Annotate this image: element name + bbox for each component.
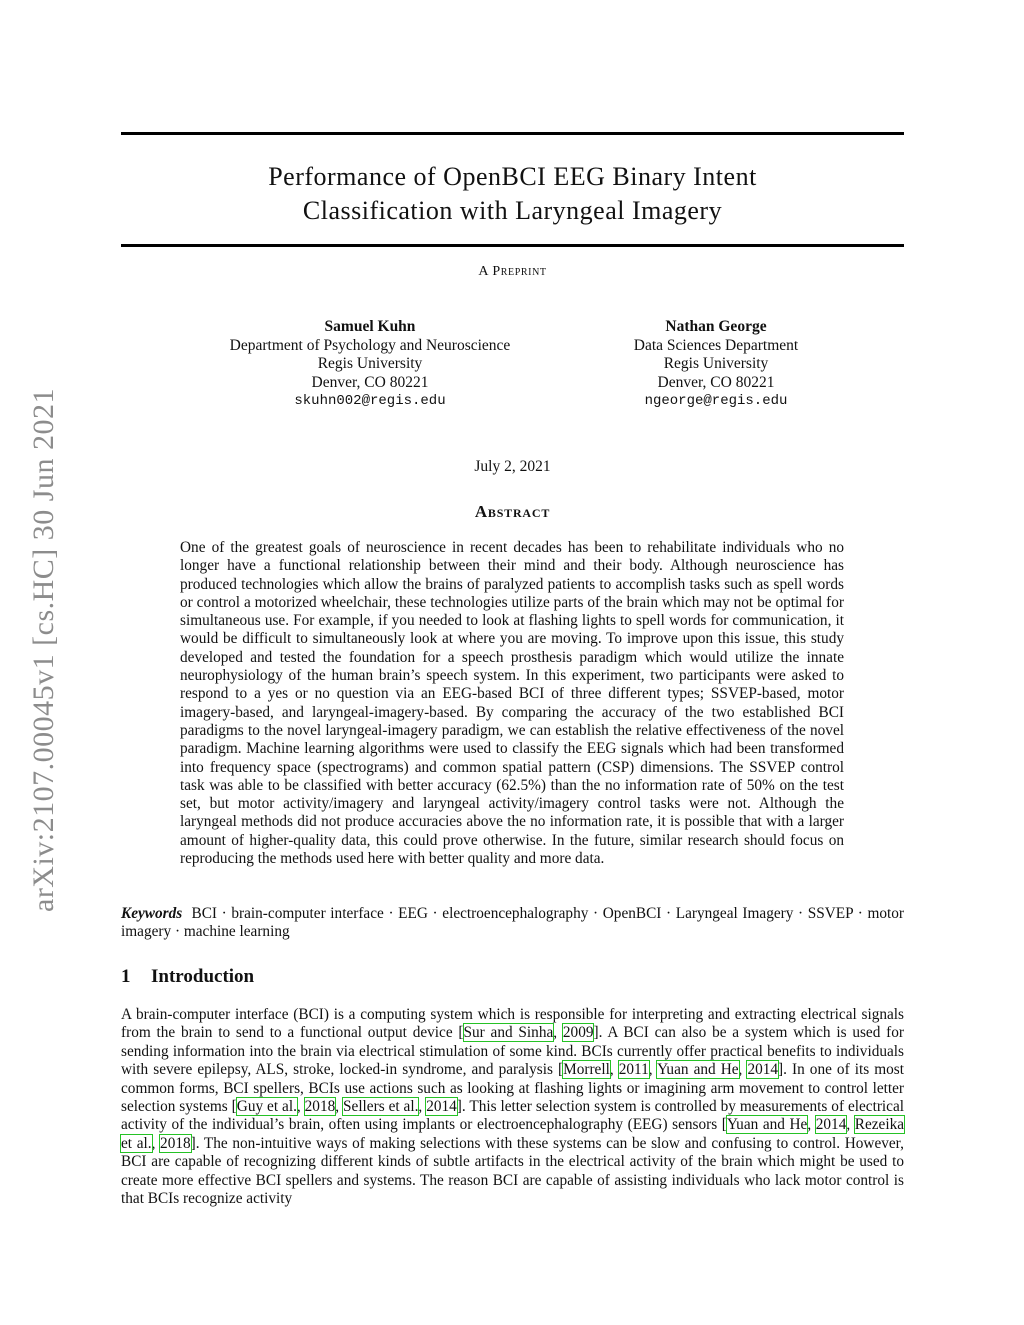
- intro-text: A brain-computer interface (BCI) is a computing system which is responsible for interpreting and extracting electrical signals from the brain to send to a functional output device [: [121, 1006, 904, 1042]
- citation-link[interactable]: Morrell: [563, 1061, 610, 1079]
- author-name: Nathan George: [665, 318, 767, 335]
- citation-link[interactable]: 2014: [747, 1061, 779, 1079]
- citation-separator: ,: [553, 1024, 563, 1042]
- author-block-2: [600, 318, 832, 411]
- citation-link[interactable]: 2014: [815, 1116, 847, 1134]
- citation-link[interactable]: Sur and Sinha: [463, 1024, 554, 1042]
- paper-title-line-2: Classification with Laryngeal Imagery: [302, 196, 723, 225]
- keywords-block: [121, 905, 904, 942]
- citation-separator: ,: [846, 1116, 855, 1134]
- author-university: Regis University: [317, 355, 423, 372]
- author-email[interactable]: skuhn002@regis.edu: [294, 393, 446, 409]
- citation-link[interactable]: Guy et al.: [236, 1098, 297, 1116]
- citation-separator: ,: [738, 1061, 748, 1079]
- author-department: Department of Psychology and Neuroscience: [229, 336, 511, 354]
- citation-link[interactable]: Yuan and He: [726, 1116, 808, 1134]
- abstract-text: One of the greatest goals of neuroscience in recent decades has been to rehabilitate individuals who no longer have a functional relationship between their mind and their body. Although neuroscience has produced technologies which allow the brains of paralyzed patients to accomplish tasks such as spell words or control a motorized wheelchair, these technologies utilize parts of the brain which may not be optimal for simultaneous use. For example, if you needed to look at flashing lights to spell words for communication, it would be difficult to simultaneously look at where you are moving. To improve upon this issue, this study developed and tested the foundation for a speech prosthesis paradigm which would utilize the innate neurophysiology of the human brain’s speech system. In this experiment, two participants were asked to respond to a yes or no question via an EEG-based BCI of three different types; SSVEP-based, motor imagery-based, and laryngeal-imagery-based. By comparing the accuracy of the two established BCI paradigms to the novel laryngeal-imagery paradigm, we can establish the relative effectiveness of the novel paradigm. Machine learning algorithms were used to classify the EEG signals which had been transformed into frequency space (spectrograms) and common spatial pattern (CSP) dimensions. The SSVEP control task was able to be classified with better accuracy (62.5%) than the no information rate of 50% on the test set, but motor activity/imagery and laryngeal activity/imagery control tasks were not. Although the laryngeal methods did not produce accuracies above the no information rate, it is possible that with a larger amount of higher-quality data, this could prove otherwise. In the future, similar research should focus on reproducing the methods used here with better quality and more data.: [180, 539, 844, 868]
- section-heading-introduction: [121, 966, 254, 988]
- citation-separator: ,: [609, 1061, 619, 1079]
- intro-text: ]. This letter selection system is controlled by measurements of electrical activity of the individual’s brain, often using implants or electroencephalography (EEG) sensors [: [121, 1098, 905, 1134]
- author-location: Denver, CO 80221: [657, 373, 775, 391]
- citation-link[interactable]: 2018: [160, 1134, 191, 1152]
- citation-separator: ,: [418, 1098, 427, 1116]
- section-title: Introduction: [151, 966, 255, 987]
- citation-link[interactable]: Rezeika et al.: [121, 1116, 905, 1152]
- citation-link[interactable]: 2014: [426, 1098, 457, 1116]
- arxiv-identifier-stamp: arXiv:2107.00045v1 [cs.HC] 30 Jun 2021: [27, 388, 60, 912]
- paper-title-line-1: Performance of OpenBCI EEG Binary Intent: [268, 162, 757, 191]
- intro-text: ]. A BCI can also be a system which is used for sending information into the brain via electrical stimulation of some kind. BCIs currently offer practical benefits to individuals with severe epilepsy, ALS, stroke, locked-in syndrome, and paralysis [: [121, 1024, 904, 1079]
- paper-title: [121, 160, 904, 228]
- author-department: Data Sciences Department: [633, 336, 799, 354]
- citation-separator: ,: [296, 1098, 305, 1116]
- citation-separator: ,: [807, 1116, 816, 1134]
- title-bottom-rule: [121, 244, 904, 247]
- citation-link[interactable]: 2018: [304, 1098, 336, 1116]
- keywords-text: BCI · brain-computer interface · EEG · electroencephalography · OpenBCI · Laryngeal Imagery · SSVEP · motor imagery · machine learning: [121, 905, 905, 941]
- citation-link[interactable]: 2011: [618, 1061, 649, 1079]
- author-name: Samuel Kuhn: [324, 318, 416, 335]
- intro-text: ]. In one of its most common forms, BCI spellers, BCIs use actions such as looking at flashing lights or imagining arm movement to control letter selection systems [: [121, 1061, 904, 1116]
- author-block-1: [200, 318, 540, 411]
- citation-separator: ,: [151, 1134, 161, 1152]
- keywords-label: Keywords: [121, 905, 183, 922]
- intro-text: ]. The non-intuitive ways of making selections with these systems can be slow and confusing to control. However, BCI are capable of recognizing different kinds of subtle artifacts in the electrical activity of the brain which might be used to create more effective BCI spellers and systems. The reason BCI are capable of assisting individuals who lack motor control is that BCIs recognize activity: [121, 1134, 904, 1208]
- citation-link[interactable]: 2009: [562, 1024, 594, 1042]
- author-location: Denver, CO 80221: [311, 373, 429, 391]
- introduction-paragraph: [121, 1006, 904, 1208]
- section-number: 1: [121, 966, 131, 987]
- citation-separator: ,: [648, 1061, 658, 1079]
- preprint-label: A Preprint: [478, 264, 547, 279]
- abstract-heading: Abstract: [474, 502, 551, 521]
- citation-separator: ,: [335, 1098, 344, 1116]
- title-top-rule: [121, 132, 904, 135]
- author-university: Regis University: [663, 355, 769, 372]
- citation-link[interactable]: Sellers et al.: [343, 1098, 419, 1116]
- publication-date: July 2, 2021: [474, 458, 551, 475]
- citation-link[interactable]: Yuan and He: [657, 1061, 739, 1079]
- author-email[interactable]: ngeorge@regis.edu: [644, 393, 788, 409]
